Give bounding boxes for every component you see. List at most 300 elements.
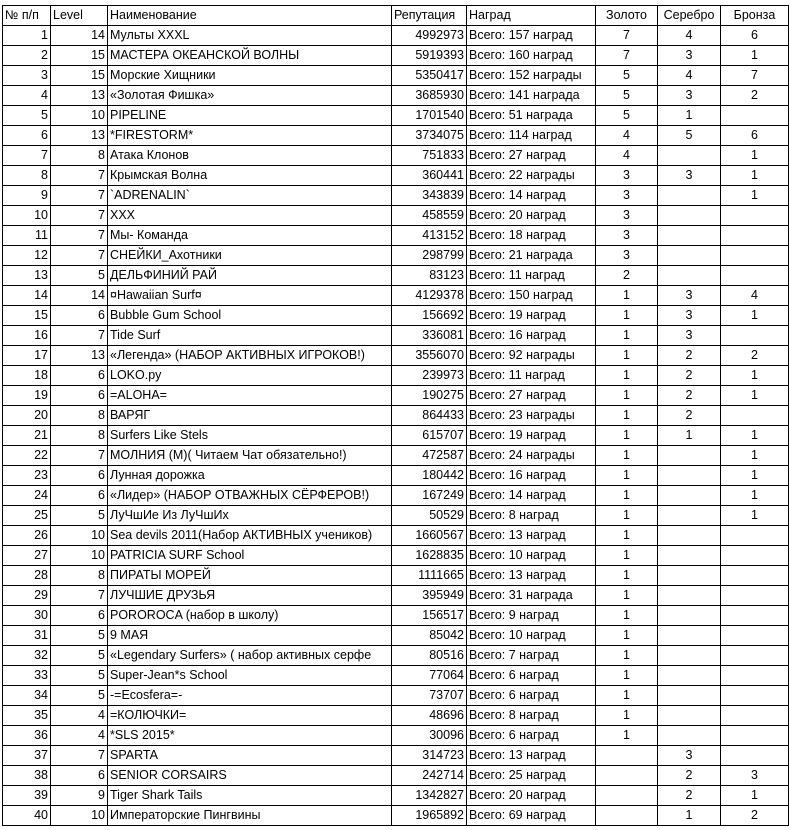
table-row bbox=[3, 126, 789, 146]
cell-name: Императорские Пингвины bbox=[108, 806, 392, 826]
cell-silver: 3 bbox=[658, 306, 721, 326]
cell-number: 14 bbox=[3, 286, 51, 306]
table-row bbox=[3, 786, 789, 806]
cell-reputation: 239973 bbox=[392, 366, 467, 386]
cell-bronze bbox=[721, 746, 789, 766]
cell-level: 8 bbox=[51, 426, 108, 446]
cell-awards: Всего: 19 наград bbox=[467, 426, 596, 446]
cell-bronze: 4 bbox=[721, 286, 789, 306]
cell-bronze bbox=[721, 526, 789, 546]
cell-reputation: 314723 bbox=[392, 746, 467, 766]
cell-level: 6 bbox=[51, 466, 108, 486]
cell-reputation: 4129378 bbox=[392, 286, 467, 306]
table-row bbox=[3, 406, 789, 426]
cell-silver: 1 bbox=[658, 806, 721, 826]
header-gold: Золото bbox=[596, 6, 658, 26]
cell-name: SPARTA bbox=[108, 746, 392, 766]
cell-awards: Всего: 11 наград bbox=[467, 266, 596, 286]
cell-gold: 3 bbox=[596, 206, 658, 226]
header-bronze: Бронза bbox=[721, 6, 789, 26]
cell-silver bbox=[658, 646, 721, 666]
cell-silver: 2 bbox=[658, 406, 721, 426]
cell-reputation: 1111665 bbox=[392, 566, 467, 586]
cell-reputation: 190275 bbox=[392, 386, 467, 406]
cell-awards: Всего: 10 наград bbox=[467, 626, 596, 646]
cell-gold: 1 bbox=[596, 426, 658, 446]
cell-bronze: 1 bbox=[721, 386, 789, 406]
cell-reputation: 1342827 bbox=[392, 786, 467, 806]
cell-awards: Всего: 27 наград bbox=[467, 146, 596, 166]
table-row bbox=[3, 346, 789, 366]
cell-silver bbox=[658, 486, 721, 506]
cell-silver bbox=[658, 626, 721, 646]
cell-level: 6 bbox=[51, 306, 108, 326]
cell-name: Лунная дорожка bbox=[108, 466, 392, 486]
cell-awards: Всего: 16 наград bbox=[467, 326, 596, 346]
cell-gold bbox=[596, 806, 658, 826]
table-row bbox=[3, 46, 789, 66]
cell-reputation: 30096 bbox=[392, 726, 467, 746]
cell-silver: 3 bbox=[658, 326, 721, 346]
cell-silver: 1 bbox=[658, 426, 721, 446]
cell-name: ВАРЯГ bbox=[108, 406, 392, 426]
cell-reputation: 751833 bbox=[392, 146, 467, 166]
cell-reputation: 1660567 bbox=[392, 526, 467, 546]
cell-number: 1 bbox=[3, 26, 51, 46]
cell-number: 17 bbox=[3, 346, 51, 366]
cell-silver bbox=[658, 446, 721, 466]
cell-silver bbox=[658, 606, 721, 626]
table-row bbox=[3, 666, 789, 686]
cell-level: 6 bbox=[51, 386, 108, 406]
table-row bbox=[3, 706, 789, 726]
cell-bronze: 1 bbox=[721, 446, 789, 466]
cell-awards: Всего: 31 награда bbox=[467, 586, 596, 606]
cell-reputation: 615707 bbox=[392, 426, 467, 446]
cell-number: 6 bbox=[3, 126, 51, 146]
cell-reputation: 458559 bbox=[392, 206, 467, 226]
cell-level: 7 bbox=[51, 206, 108, 226]
cell-silver: 3 bbox=[658, 746, 721, 766]
cell-bronze: 1 bbox=[721, 786, 789, 806]
cell-awards: Всего: 23 награды bbox=[467, 406, 596, 426]
cell-gold: 1 bbox=[596, 726, 658, 746]
cell-number: 36 bbox=[3, 726, 51, 746]
cell-number: 12 bbox=[3, 246, 51, 266]
cell-gold: 1 bbox=[596, 646, 658, 666]
cell-awards: Всего: 13 наград bbox=[467, 566, 596, 586]
cell-gold: 1 bbox=[596, 406, 658, 426]
cell-silver bbox=[658, 546, 721, 566]
cell-number: 18 bbox=[3, 366, 51, 386]
cell-gold: 4 bbox=[596, 126, 658, 146]
cell-name: ¤Hawaiian Surf¤ bbox=[108, 286, 392, 306]
cell-awards: Всего: 22 награды bbox=[467, 166, 596, 186]
cell-gold: 1 bbox=[596, 326, 658, 346]
cell-number: 7 bbox=[3, 146, 51, 166]
cell-silver: 3 bbox=[658, 286, 721, 306]
cell-awards: Всего: 114 наград bbox=[467, 126, 596, 146]
cell-reputation: 73707 bbox=[392, 686, 467, 706]
cell-number: 9 bbox=[3, 186, 51, 206]
table-row bbox=[3, 106, 789, 126]
cell-level: 7 bbox=[51, 166, 108, 186]
cell-silver bbox=[658, 226, 721, 246]
cell-silver bbox=[658, 186, 721, 206]
cell-bronze: 7 bbox=[721, 66, 789, 86]
cell-awards: Всего: 152 награды bbox=[467, 66, 596, 86]
cell-number: 26 bbox=[3, 526, 51, 546]
cell-gold: 1 bbox=[596, 486, 658, 506]
table-row bbox=[3, 386, 789, 406]
cell-silver bbox=[658, 686, 721, 706]
cell-level: 8 bbox=[51, 146, 108, 166]
cell-name: =КОЛЮЧКИ= bbox=[108, 706, 392, 726]
table-row bbox=[3, 226, 789, 246]
cell-silver bbox=[658, 586, 721, 606]
cell-awards: Всего: 14 наград bbox=[467, 486, 596, 506]
cell-name: МАСТЕРА ОКЕАНСКОЙ ВОЛНЫ bbox=[108, 46, 392, 66]
cell-gold: 1 bbox=[596, 586, 658, 606]
cell-name: Мульты XXXL bbox=[108, 26, 392, 46]
cell-name: «Legendary Surfers» ( набор активных серфе bbox=[108, 646, 392, 666]
cell-gold: 1 bbox=[596, 686, 658, 706]
cell-number: 39 bbox=[3, 786, 51, 806]
table-row bbox=[3, 446, 789, 466]
cell-level: 4 bbox=[51, 726, 108, 746]
table-row bbox=[3, 806, 789, 826]
cell-silver: 1 bbox=[658, 106, 721, 126]
cell-name: Tiger Shark Tails bbox=[108, 786, 392, 806]
cell-bronze bbox=[721, 406, 789, 426]
cell-name: PATRICIA SURF School bbox=[108, 546, 392, 566]
cell-silver bbox=[658, 246, 721, 266]
cell-name: PIPELINE bbox=[108, 106, 392, 126]
cell-number: 34 bbox=[3, 686, 51, 706]
cell-awards: Всего: 13 наград bbox=[467, 526, 596, 546]
table-row bbox=[3, 286, 789, 306]
cell-name: ДЕЛЬФИНИЙ РАЙ bbox=[108, 266, 392, 286]
cell-number: 5 bbox=[3, 106, 51, 126]
cell-number: 27 bbox=[3, 546, 51, 566]
header-name: Наименование bbox=[108, 6, 392, 26]
cell-name: МОЛНИЯ (М)( Читаем Чат обязательно!) bbox=[108, 446, 392, 466]
cell-gold: 5 bbox=[596, 106, 658, 126]
cell-name: «Золотая Фишка» bbox=[108, 86, 392, 106]
cell-level: 10 bbox=[51, 106, 108, 126]
cell-name: -=Ecosfera=- bbox=[108, 686, 392, 706]
cell-reputation: 167249 bbox=[392, 486, 467, 506]
cell-silver: 3 bbox=[658, 46, 721, 66]
cell-silver: 2 bbox=[658, 386, 721, 406]
cell-level: 6 bbox=[51, 766, 108, 786]
cell-bronze bbox=[721, 626, 789, 646]
cell-level: 10 bbox=[51, 806, 108, 826]
cell-reputation: 4992973 bbox=[392, 26, 467, 46]
cell-number: 2 bbox=[3, 46, 51, 66]
cell-number: 20 bbox=[3, 406, 51, 426]
cell-name: 9 МАЯ bbox=[108, 626, 392, 646]
cell-name: XXX bbox=[108, 206, 392, 226]
cell-number: 16 bbox=[3, 326, 51, 346]
cell-awards: Всего: 7 наград bbox=[467, 646, 596, 666]
cell-reputation: 3556070 bbox=[392, 346, 467, 366]
cell-silver bbox=[658, 706, 721, 726]
cell-level: 8 bbox=[51, 406, 108, 426]
cell-reputation: 3685930 bbox=[392, 86, 467, 106]
cell-reputation: 5919393 bbox=[392, 46, 467, 66]
cell-level: 6 bbox=[51, 486, 108, 506]
cell-gold: 1 bbox=[596, 466, 658, 486]
cell-bronze bbox=[721, 686, 789, 706]
cell-reputation: 5350417 bbox=[392, 66, 467, 86]
cell-reputation: 360441 bbox=[392, 166, 467, 186]
cell-gold: 5 bbox=[596, 66, 658, 86]
cell-number: 11 bbox=[3, 226, 51, 246]
cell-awards: Всего: 69 наград bbox=[467, 806, 596, 826]
cell-gold: 3 bbox=[596, 186, 658, 206]
cell-bronze: 2 bbox=[721, 86, 789, 106]
cell-number: 3 bbox=[3, 66, 51, 86]
cell-bronze bbox=[721, 586, 789, 606]
cell-gold bbox=[596, 786, 658, 806]
cell-bronze: 6 bbox=[721, 126, 789, 146]
header-row bbox=[3, 6, 789, 26]
cell-level: 7 bbox=[51, 246, 108, 266]
cell-reputation: 156517 bbox=[392, 606, 467, 626]
cell-bronze: 1 bbox=[721, 426, 789, 446]
cell-bronze: 1 bbox=[721, 466, 789, 486]
cell-name: «Лидер» (НАБОР ОТВАЖНЫХ СЁРФЕРОВ!) bbox=[108, 486, 392, 506]
cell-name: `ADRENALIN` bbox=[108, 186, 392, 206]
cell-name: ЛуЧшИе Из ЛуЧшИх bbox=[108, 506, 392, 526]
cell-name: Крымская Волна bbox=[108, 166, 392, 186]
table-row bbox=[3, 626, 789, 646]
cell-silver bbox=[658, 266, 721, 286]
cell-gold: 1 bbox=[596, 306, 658, 326]
cell-gold: 2 bbox=[596, 266, 658, 286]
cell-number: 32 bbox=[3, 646, 51, 666]
cell-reputation: 864433 bbox=[392, 406, 467, 426]
cell-reputation: 472587 bbox=[392, 446, 467, 466]
cell-awards: Всего: 18 наград bbox=[467, 226, 596, 246]
table-row bbox=[3, 726, 789, 746]
table-row bbox=[3, 186, 789, 206]
cell-level: 5 bbox=[51, 646, 108, 666]
cell-bronze bbox=[721, 206, 789, 226]
cell-number: 30 bbox=[3, 606, 51, 626]
cell-awards: Всего: 160 наград bbox=[467, 46, 596, 66]
cell-name: Морские Хищники bbox=[108, 66, 392, 86]
cell-silver bbox=[658, 506, 721, 526]
cell-gold bbox=[596, 746, 658, 766]
cell-level: 15 bbox=[51, 46, 108, 66]
cell-silver: 4 bbox=[658, 66, 721, 86]
cell-bronze bbox=[721, 226, 789, 246]
cell-number: 38 bbox=[3, 766, 51, 786]
cell-gold: 1 bbox=[596, 626, 658, 646]
cell-level: 13 bbox=[51, 346, 108, 366]
table-row bbox=[3, 206, 789, 226]
cell-awards: Всего: 9 наград bbox=[467, 606, 596, 626]
cell-level: 7 bbox=[51, 586, 108, 606]
cell-number: 29 bbox=[3, 586, 51, 606]
cell-name: Sea devils 2011(Набор АКТИВНЫХ учеников) bbox=[108, 526, 392, 546]
cell-level: 5 bbox=[51, 506, 108, 526]
cell-level: 7 bbox=[51, 746, 108, 766]
cell-bronze: 1 bbox=[721, 366, 789, 386]
cell-bronze bbox=[721, 266, 789, 286]
cell-reputation: 298799 bbox=[392, 246, 467, 266]
cell-bronze bbox=[721, 606, 789, 626]
cell-awards: Всего: 16 наград bbox=[467, 466, 596, 486]
cell-level: 13 bbox=[51, 86, 108, 106]
cell-silver: 5 bbox=[658, 126, 721, 146]
cell-awards: Всего: 19 наград bbox=[467, 306, 596, 326]
cell-number: 31 bbox=[3, 626, 51, 646]
cell-bronze bbox=[721, 246, 789, 266]
cell-bronze: 1 bbox=[721, 166, 789, 186]
cell-reputation: 1965892 bbox=[392, 806, 467, 826]
cell-reputation: 1701540 bbox=[392, 106, 467, 126]
cell-silver: 4 bbox=[658, 26, 721, 46]
cell-bronze bbox=[721, 566, 789, 586]
table-row bbox=[3, 86, 789, 106]
cell-level: 7 bbox=[51, 186, 108, 206]
cell-gold: 7 bbox=[596, 46, 658, 66]
cell-number: 35 bbox=[3, 706, 51, 726]
rating-table bbox=[2, 5, 789, 826]
cell-gold: 1 bbox=[596, 446, 658, 466]
cell-number: 19 bbox=[3, 386, 51, 406]
cell-bronze bbox=[721, 326, 789, 346]
cell-level: 5 bbox=[51, 686, 108, 706]
cell-number: 24 bbox=[3, 486, 51, 506]
cell-name: Tide Surf bbox=[108, 326, 392, 346]
cell-reputation: 80516 bbox=[392, 646, 467, 666]
cell-level: 5 bbox=[51, 626, 108, 646]
cell-reputation: 242714 bbox=[392, 766, 467, 786]
cell-awards: Всего: 8 наград bbox=[467, 506, 596, 526]
cell-number: 33 bbox=[3, 666, 51, 686]
cell-bronze: 2 bbox=[721, 806, 789, 826]
header-awards: Наград bbox=[467, 6, 596, 26]
header-silver: Серебро bbox=[658, 6, 721, 26]
cell-bronze bbox=[721, 666, 789, 686]
cell-level: 8 bbox=[51, 566, 108, 586]
cell-number: 22 bbox=[3, 446, 51, 466]
cell-awards: Всего: 21 награда bbox=[467, 246, 596, 266]
cell-awards: Всего: 157 наград bbox=[467, 26, 596, 46]
cell-gold bbox=[596, 766, 658, 786]
cell-awards: Всего: 6 наград bbox=[467, 686, 596, 706]
table-row bbox=[3, 486, 789, 506]
cell-name: POROROCA (набор в школу) bbox=[108, 606, 392, 626]
cell-level: 14 bbox=[51, 26, 108, 46]
cell-number: 4 bbox=[3, 86, 51, 106]
table-row bbox=[3, 66, 789, 86]
cell-bronze bbox=[721, 106, 789, 126]
cell-number: 25 bbox=[3, 506, 51, 526]
cell-gold: 1 bbox=[596, 526, 658, 546]
cell-number: 21 bbox=[3, 426, 51, 446]
cell-bronze: 2 bbox=[721, 346, 789, 366]
cell-bronze: 3 bbox=[721, 766, 789, 786]
cell-reputation: 85042 bbox=[392, 626, 467, 646]
cell-gold: 1 bbox=[596, 566, 658, 586]
cell-silver: 3 bbox=[658, 86, 721, 106]
cell-silver: 2 bbox=[658, 346, 721, 366]
cell-level: 14 bbox=[51, 286, 108, 306]
cell-number: 23 bbox=[3, 466, 51, 486]
cell-level: 9 bbox=[51, 786, 108, 806]
table-row bbox=[3, 506, 789, 526]
table-row bbox=[3, 426, 789, 446]
cell-reputation: 336081 bbox=[392, 326, 467, 346]
cell-level: 6 bbox=[51, 366, 108, 386]
table-row bbox=[3, 366, 789, 386]
cell-awards: Всего: 25 наград bbox=[467, 766, 596, 786]
cell-awards: Всего: 24 награды bbox=[467, 446, 596, 466]
cell-reputation: 48696 bbox=[392, 706, 467, 726]
cell-awards: Всего: 27 наград bbox=[467, 386, 596, 406]
cell-gold: 1 bbox=[596, 366, 658, 386]
cell-reputation: 180442 bbox=[392, 466, 467, 486]
cell-name: Super-Jean*s School bbox=[108, 666, 392, 686]
cell-silver bbox=[658, 466, 721, 486]
cell-gold: 5 bbox=[596, 86, 658, 106]
cell-silver bbox=[658, 566, 721, 586]
cell-name: Атака Клонов bbox=[108, 146, 392, 166]
cell-awards: Всего: 150 наград bbox=[467, 286, 596, 306]
cell-awards: Всего: 141 награда bbox=[467, 86, 596, 106]
cell-silver: 2 bbox=[658, 766, 721, 786]
cell-reputation: 50529 bbox=[392, 506, 467, 526]
cell-bronze: 6 bbox=[721, 26, 789, 46]
cell-reputation: 343839 bbox=[392, 186, 467, 206]
table-row bbox=[3, 766, 789, 786]
cell-silver bbox=[658, 726, 721, 746]
cell-bronze: 1 bbox=[721, 46, 789, 66]
cell-silver bbox=[658, 666, 721, 686]
cell-number: 28 bbox=[3, 566, 51, 586]
cell-gold: 3 bbox=[596, 166, 658, 186]
cell-bronze bbox=[721, 546, 789, 566]
cell-awards: Всего: 20 наград bbox=[467, 786, 596, 806]
cell-gold: 3 bbox=[596, 246, 658, 266]
cell-awards: Всего: 20 наград bbox=[467, 206, 596, 226]
cell-bronze: 1 bbox=[721, 146, 789, 166]
table-row bbox=[3, 246, 789, 266]
table-row bbox=[3, 586, 789, 606]
table-row bbox=[3, 646, 789, 666]
cell-gold: 1 bbox=[596, 666, 658, 686]
cell-number: 8 bbox=[3, 166, 51, 186]
cell-level: 13 bbox=[51, 126, 108, 146]
cell-bronze bbox=[721, 706, 789, 726]
cell-number: 37 bbox=[3, 746, 51, 766]
table-row bbox=[3, 566, 789, 586]
cell-name: *FIRESTORM* bbox=[108, 126, 392, 146]
table-row bbox=[3, 606, 789, 626]
cell-level: 10 bbox=[51, 526, 108, 546]
cell-name: Bubble Gum School bbox=[108, 306, 392, 326]
table-row bbox=[3, 686, 789, 706]
cell-awards: Всего: 51 награда bbox=[467, 106, 596, 126]
cell-name: LOKO.py bbox=[108, 366, 392, 386]
cell-name: ЛУЧШИЕ ДРУЗЬЯ bbox=[108, 586, 392, 606]
cell-awards: Всего: 10 наград bbox=[467, 546, 596, 566]
